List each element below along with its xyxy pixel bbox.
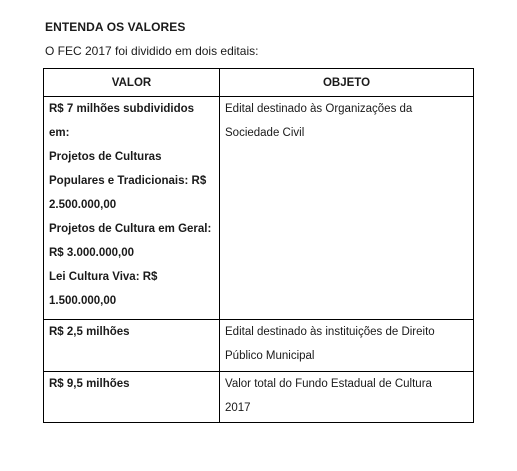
table-row [44,320,474,372]
column-header-objeto: OBJETO [220,69,474,97]
column-header-valor: VALOR [44,69,220,97]
page-heading: ENTENDA OS VALORES [45,20,186,34]
objeto-line: Edital destinado às Organizações da [225,103,413,115]
valor-line: Lei Cultura Viva: R$ [49,271,158,283]
valor-line: Populares e Tradicionais: R$ [49,175,207,187]
objeto-line: Edital destinado às instituições de Direito [225,326,435,338]
table-row [44,372,474,423]
valor-line: R$ 3.000.000,00 [49,247,135,259]
valor-cell [44,320,220,372]
values-table [43,68,474,423]
objeto-line: Sociedade Civil [225,127,305,139]
table-row [44,97,474,320]
objeto-cell [220,320,474,372]
valor-line: em: [49,127,70,139]
valor-line: Projetos de Cultura em Geral: [49,223,212,235]
valor-line: 1.500.000,00 [49,295,117,307]
valor-cell [44,372,220,423]
table-header-row [44,69,474,97]
objeto-line: Público Municipal [225,350,315,362]
objeto-cell [220,372,474,423]
valor-cell [44,97,220,320]
valor-line: R$ 2,5 milhões [49,326,130,338]
valor-line: R$ 9,5 milhões [49,378,130,390]
objeto-cell [220,97,474,320]
objeto-line: Valor total do Fundo Estadual de Cultura [225,378,432,390]
valor-line: 2.500.000,00 [49,199,117,211]
valor-line: Projetos de Culturas [49,151,162,163]
intro-text: O FEC 2017 foi dividido em dois editais: [45,44,259,58]
valor-line: R$ 7 milhões subdivididos [49,103,195,115]
objeto-line: 2017 [225,402,251,414]
